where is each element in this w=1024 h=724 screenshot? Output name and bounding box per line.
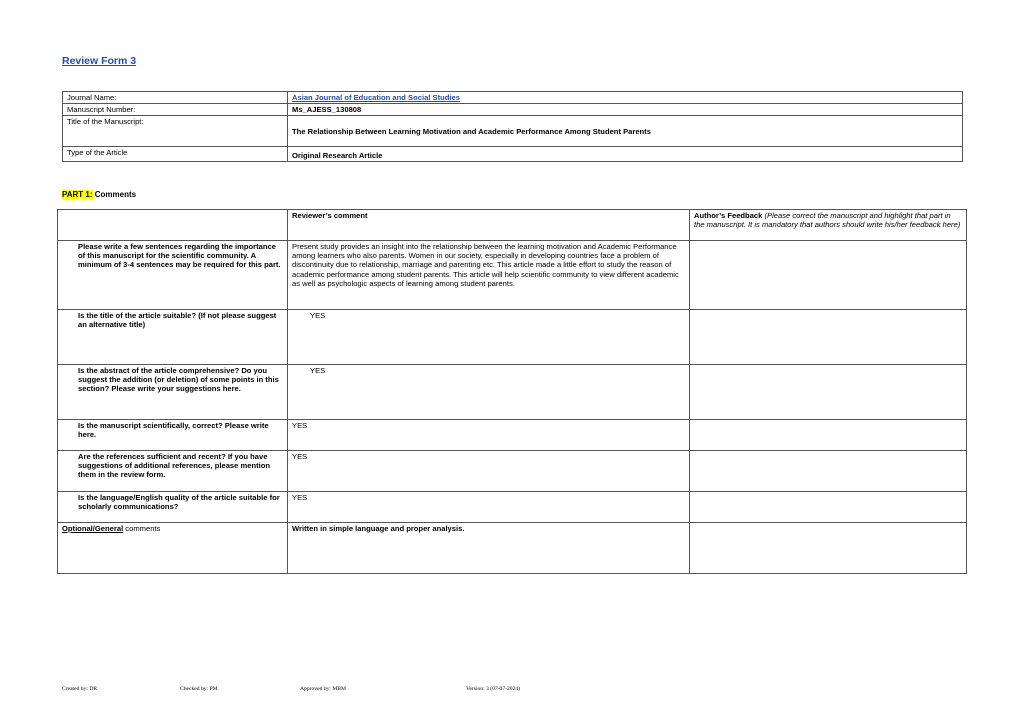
- optional-comment-text: Written in simple language and proper analysis.: [288, 523, 690, 574]
- author-feedback-cell[interactable]: [690, 310, 967, 365]
- article-type-value: Original Research Article: [288, 147, 963, 162]
- question-cell: [58, 241, 288, 310]
- author-feedback-cell[interactable]: [690, 420, 967, 451]
- comments-table: [57, 209, 967, 574]
- question-cell: [58, 492, 288, 523]
- comment-row: [58, 365, 967, 420]
- manuscript-number-row: [63, 104, 963, 116]
- article-type-row: [63, 147, 963, 162]
- author-feedback-cell[interactable]: [690, 523, 967, 574]
- question-text: Is the abstract of the article comprehensive? Do you suggest the addition (or deletion) of some points in this section? Please write your suggestions here.: [78, 366, 279, 394]
- footer-version: Version: 3 (07-07-2024): [466, 686, 521, 692]
- journal-label: Journal Name:: [63, 92, 288, 104]
- article-type-label: Type of the Article: [63, 147, 288, 162]
- header-empty-cell: [58, 210, 288, 241]
- page-footer: [0, 686, 1024, 696]
- question-cell: [58, 365, 288, 420]
- author-feedback-cell[interactable]: [690, 451, 967, 492]
- question-cell: [58, 451, 288, 492]
- question-text: Is the language/English quality of the article suitable for scholarly communications?: [78, 493, 280, 512]
- journal-row: [63, 92, 963, 104]
- comment-row: [58, 241, 967, 310]
- reviewer-comment-cell: YES: [288, 492, 690, 523]
- question-cell: [58, 310, 288, 365]
- part1-heading: [62, 190, 136, 199]
- reviewer-comment-text: YES: [310, 311, 326, 320]
- footer-checked-by: Checked by: PM: [180, 686, 218, 692]
- reviewer-comment-header: Reviewer’s comment: [288, 210, 690, 241]
- part1-label: Comments: [92, 190, 137, 199]
- author-feedback-header: [690, 210, 967, 241]
- title-value: The Relationship Between Learning Motivation and Academic Performance Among Student Parents: [288, 116, 963, 147]
- comments-header-row: [58, 210, 967, 241]
- author-feedback-cell[interactable]: [690, 365, 967, 420]
- reviewer-comment-cell: [288, 310, 690, 365]
- author-feedback-cell[interactable]: [690, 492, 967, 523]
- reviewer-comment-cell: YES: [288, 420, 690, 451]
- question-text: Please write a few sentences regarding the importance of this manuscript for the scientific community. A minimum of 3-4 sentences may be required for this part.: [78, 242, 281, 270]
- title-row: [63, 116, 963, 147]
- footer-approved-by: Approved by: MBM: [300, 686, 346, 692]
- journal-link[interactable]: Asian Journal of Education and Social Studies: [292, 93, 460, 102]
- question-text: Is the title of the article suitable? (If not please suggest an alternative title): [78, 311, 277, 330]
- manuscript-info-table: [62, 91, 963, 162]
- author-feedback-note: (Please correct the manuscript and highlight that part in the manuscript. It is mandatory that authors should write his/her feedback here): [694, 211, 961, 230]
- comment-row: [58, 451, 967, 492]
- part1-highlight: PART 1:: [62, 190, 93, 199]
- author-feedback-title: Author’s Feedback: [694, 211, 763, 220]
- reviewer-comment-text: YES: [310, 366, 326, 375]
- journal-value: [288, 92, 963, 104]
- reviewer-comment-cell: [288, 365, 690, 420]
- comment-row: [58, 310, 967, 365]
- optional-comments-suffix: comments: [123, 524, 161, 533]
- author-feedback-cell[interactable]: [690, 241, 967, 310]
- question-text: Is the manuscript scientifically, correct? Please write here.: [78, 421, 269, 440]
- comment-row: [58, 420, 967, 451]
- optional-general-label: Optional/General: [62, 524, 124, 533]
- title-label: Title of the Manuscript:: [63, 116, 288, 147]
- comment-row: [58, 492, 967, 523]
- form-title[interactable]: Review Form 3: [62, 55, 137, 67]
- reviewer-comment-cell: YES: [288, 451, 690, 492]
- optional-comments-label: [58, 523, 288, 574]
- manuscript-number-value: Ms_AJESS_130808: [288, 104, 963, 116]
- question-text: Are the references sufficient and recent? If you have suggestions of additional references, please mention them in the review form.: [78, 452, 270, 480]
- reviewer-comment-cell: Present study provides an insight into the relationship between the learning motivation and Academic Performance among learners who also parents. Women in our society, especially in developing countries face a problem of discontinuity due to relationship, marriage and parenting etc. This article made a little effort to study the reason of academic performance among student parents. This article will help scientific community to view different academic as well as psychologic aspects of learning among student parents.: [288, 241, 690, 310]
- footer-created-by: Created by: DR: [62, 686, 98, 692]
- optional-comments-row: [58, 523, 967, 574]
- manuscript-number-label: Manuscript Number:: [63, 104, 288, 116]
- question-cell: [58, 420, 288, 451]
